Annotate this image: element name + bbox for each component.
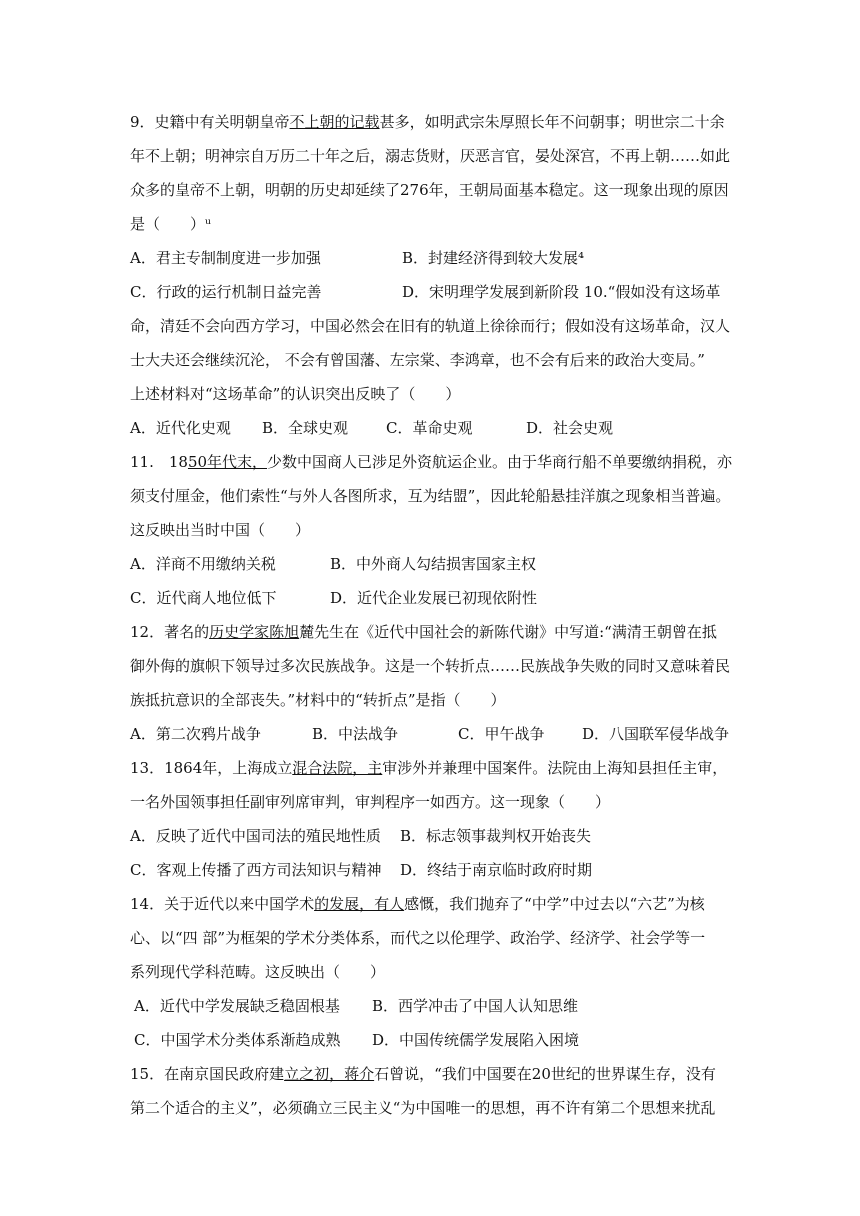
question-10-line-2: 士大夫还会继续沉沦， 不会有曾国藩、左宗棠、李鸿章，也不会有后来的政治大变局。” [130, 351, 705, 369]
question-11-options-ab [130, 554, 536, 574]
option-d: D．宋明理学发展到新阶段 10.“假如没有这场革 [402, 283, 721, 301]
question-13-line-2: 一名外国领事担任副审列席审判，审判程序一如西方。这一现象（ ） [130, 793, 611, 811]
question-9-line-1: 9．史籍中有关明朝皇帝不上朝的记载甚多，如明武宗朱厚照长年不问朝事；明世宗二十余 [130, 113, 725, 131]
question-11-line-2: 须支付厘金，他们索性“与外人各图所求，互为结盟”，因此轮船悬挂洋旗之现象相当普遍。 [130, 487, 731, 505]
option-a: A．第二次鸦片战争 [130, 725, 261, 743]
question-9-options-ab [130, 248, 584, 268]
question-10-line-1: 命，清廷不会向西方学习，中国必然会在旧有的轨道上徐徐而行；假如没有这场革命，汉人 [130, 317, 731, 335]
question-13-options-ab [130, 826, 591, 846]
question-9-line-4: 是（ ）ᵘ [130, 215, 211, 233]
option-b: B．中法战争 [312, 725, 399, 743]
option-c: C．中国学术分类体系渐趋成熟 [134, 1031, 341, 1049]
question-14-options-cd [134, 1030, 579, 1050]
option-d: D．中国传统儒学发展陷入困境 [372, 1031, 580, 1049]
question-14-options-ab [134, 996, 578, 1016]
question-12-line-2: 御外侮的旗帜下领导过多次民族战争。这是一个转折点……民族战争失败的同时又意味着民 [130, 657, 731, 675]
option-c: C．近代商人地位低下 [130, 589, 277, 607]
option-c: C．甲午战争 [458, 725, 545, 743]
option-a: A．君主专制制度进一步加强 [130, 249, 321, 267]
question-14-line-1: 14．关于近代以来中国学术的发展，有人感慨，我们抛弃了“中学”中过去以“六艺”为核 [130, 895, 705, 913]
question-12-line-1: 12．著名的历史学家陈旭麓先生在《近代中国社会的新陈代谢》中写道:“满清王朝曾在抵 [130, 623, 717, 641]
option-c: C．行政的运行机制日益完善 [130, 283, 322, 301]
option-b: B．西学冲击了中国人认知思维 [372, 997, 579, 1015]
option-a: A．反映了近代中国司法的殖民地性质 [130, 827, 381, 845]
question-13-options-cd [130, 860, 592, 880]
question-12-options [130, 724, 729, 744]
question-14-line-2: 心、以“四 部”为框架的学术分类体系，而代之以伦理学、政治学、经济学、社会学等一 [130, 929, 706, 947]
question-14-line-3: 系列现代学科范畴。这反映出（ ） [130, 963, 386, 981]
question-10-options [130, 418, 613, 438]
question-13-line-1: 13．1864年，上海成立混合法院，主审涉外并兼理中国案件。法院由上海知县担任主审， [130, 759, 728, 777]
question-15-line-2: 第二个适合的主义”，必须确立三民主义“为中国唯一的思想，再不许有第二个思想来扰乱 [130, 1099, 716, 1117]
option-a: A．洋商不用缴纳关税 [130, 555, 276, 573]
option-d: D．八国联军侵华战争 [582, 725, 730, 743]
question-15-line-1: 15．在南京国民政府建立之初，蒋介石曾说，“我们中国要在20世纪的世界谋生存，没有 [130, 1065, 716, 1083]
question-12-line-3: 族抵抗意识的全部丧失。”材料中的“转折点”是指（ ） [130, 691, 506, 709]
option-b: B．中外商人勾结损害国家主权 [330, 555, 537, 573]
option-b: B．全球史观 [262, 419, 349, 437]
option-d: D．近代企业发展已初现依附性 [330, 589, 538, 607]
option-a: A．近代中学发展缺乏稳固根基 [134, 997, 340, 1015]
question-9-line-2: 年不上朝；明神宗自万历二十年之后，溺志货财，厌恶言官，晏处深宫，不再上朝……如此 [130, 147, 731, 165]
question-11-line-3: 这反映出当时中国（ ） [130, 521, 311, 539]
option-c: C．革命史观 [386, 419, 473, 437]
question-11-line-1: 11. 1850年代末，少数中国商人已涉足外资航运企业。由于华商行船不单要缴纳捐税，亦 [130, 453, 733, 471]
question-11-options-cd [130, 588, 537, 608]
option-b: B．封建经济得到较大发展⁴ [402, 249, 585, 267]
question-10-line-3: 上述材料对“这场革命”的认识突出反映了（ ） [130, 385, 461, 403]
option-a: A．近代化史观 [130, 419, 231, 437]
option-c: C．客观上传播了西方司法知识与精神 [130, 861, 382, 879]
option-d: D．终结于南京临时政府时期 [400, 861, 593, 879]
question-9-options-cd [130, 282, 720, 302]
option-d: D．社会史观 [526, 419, 614, 437]
question-9-line-3: 众多的皇帝不上朝，明朝的历史却延续了276年，王朝局面基本稳定。这一现象出现的原因 [130, 181, 729, 199]
option-b: B．标志领事裁判权开始丧失 [400, 827, 592, 845]
